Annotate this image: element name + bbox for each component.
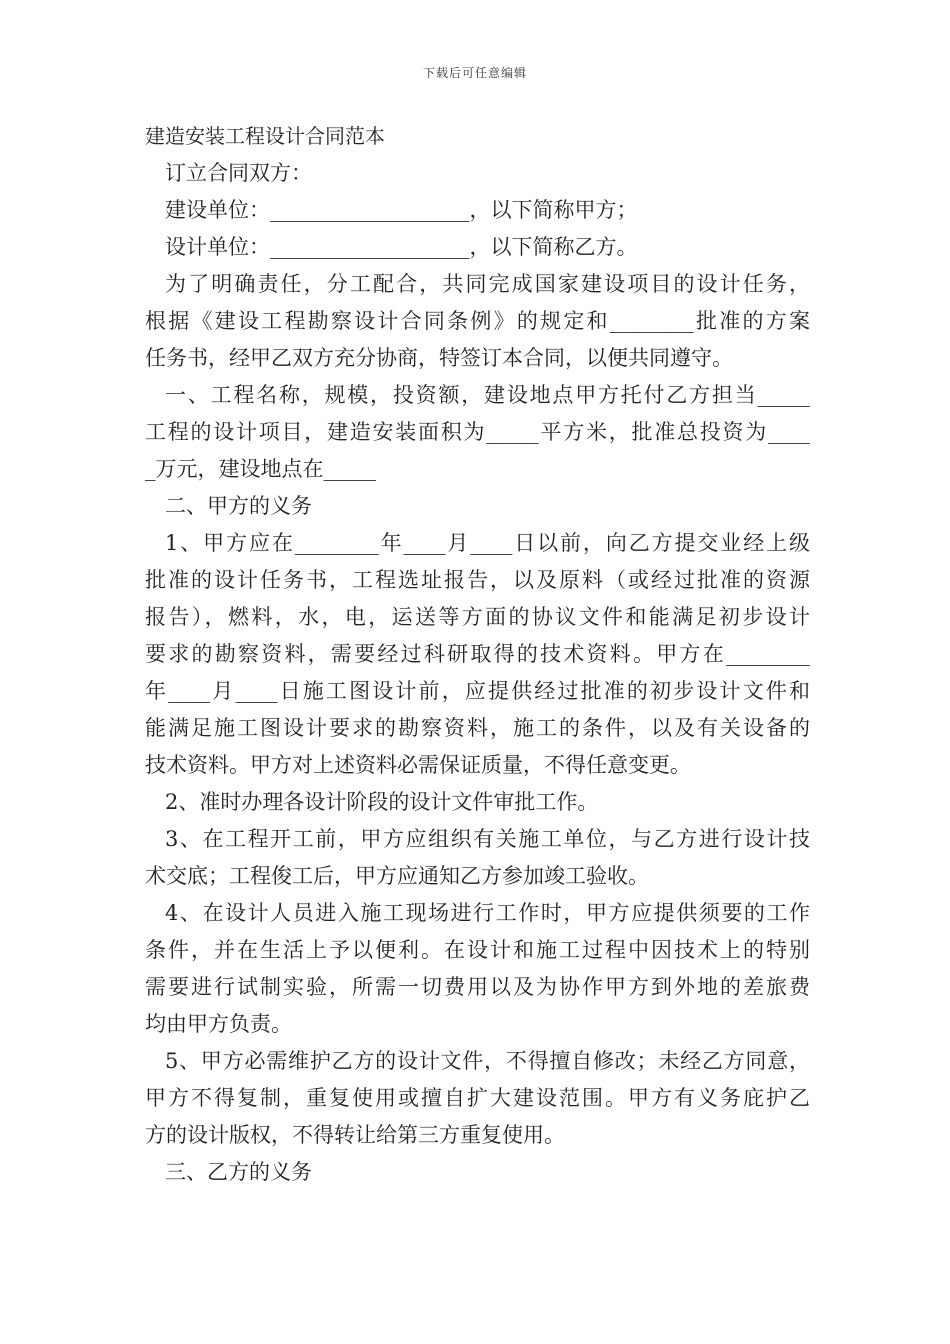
contract-document xyxy=(145,118,810,1191)
paragraph-line: 根据《建设工程勘察设计合同条例》的规定和________批准的方案 xyxy=(145,309,810,333)
paragraph-line: 甲方不得复制，重复使用或擅自扩大建设范围。甲方有义务庇护乙 xyxy=(145,1086,810,1110)
paragraph-line: 任务书，经甲乙双方充分协商，特签订本合同，以便共同遵守。 xyxy=(145,346,733,370)
section-2-heading: 二、甲方的义务 xyxy=(165,494,312,518)
section-1-paragraph xyxy=(145,377,810,488)
parties-intro: 订立合同双方： xyxy=(165,161,312,185)
paragraph-line: 术交底；工程俊工后，甲方应通知乙方参加竣工验收。 xyxy=(145,864,649,888)
paragraph-line: 5、甲方必需维护乙方的设计文件，不得擅自修改；未经乙方同意， xyxy=(165,1049,810,1073)
paragraph-line: 条件，并在生活上予以便利。在设计和施工过程中因技术上的特别 xyxy=(145,938,810,962)
party-a-line: 建设单位：___________________，以下简称甲方； xyxy=(165,198,638,222)
paragraph-line: 方的设计版权，不得转让给第三方重复使用。 xyxy=(145,1123,565,1147)
page-header-note: 下载后可任意编辑 xyxy=(422,66,527,80)
clause-2-paragraph xyxy=(145,784,810,821)
paragraph-line: 4、在设计人员进入施工现场进行工作时，甲方应提供须要的工作 xyxy=(165,901,810,925)
paragraph-line: 2、准时办理各设计阶段的设计文件审批工作。 xyxy=(165,790,599,814)
paragraph-line: 1、甲方应在________年____月____日以前，向乙方提交业经上级 xyxy=(165,531,810,555)
clause-3-paragraph xyxy=(145,821,810,895)
clause-5-paragraph xyxy=(145,1043,810,1154)
preamble-paragraph xyxy=(145,266,810,377)
paragraph-line: 技术资料。甲方对上述资料必需保证质量，不得任意变更。 xyxy=(145,753,691,777)
party-b-line: 设计单位：___________________，以下简称乙方。 xyxy=(165,235,638,259)
paragraph-line: 年____月____日施工图设计前，应提供经过批准的初步设计文件和 xyxy=(145,679,810,703)
paragraph-line: 为了明确责任，分工配合，共同完成国家建设项目的设计任务， xyxy=(165,272,810,296)
paragraph-line: 要求的勘察资料，需要经过科研取得的技术资料。甲方在________ xyxy=(145,642,810,666)
paragraph-line: 能满足施工图设计要求的勘察资料，施工的条件，以及有关设备的 xyxy=(145,716,810,740)
paragraph-line: _万元，建设地点在_____ xyxy=(145,457,376,481)
paragraph-line: 工程的设计项目，建造安装面积为_____平方米，批准总投资为____ xyxy=(145,420,810,444)
paragraph-line: 批准的设计任务书，工程选址报告，以及原料（或经过批准的资源 xyxy=(145,568,810,592)
document-title: 建造安装工程设计合同范本 xyxy=(145,124,385,148)
paragraph-line: 3、在工程开工前，甲方应组织有关施工单位，与乙方进行设计技 xyxy=(165,827,810,851)
clause-4-paragraph xyxy=(145,895,810,1043)
clause-1-paragraph xyxy=(145,525,810,784)
paragraph-line: 报告），燃料，水，电，运送等方面的协议文件和能满足初步设计 xyxy=(145,605,810,629)
paragraph-line: 一、工程名称，规模，投资额，建设地点甲方托付乙方担当_____ xyxy=(165,383,810,407)
paragraph-line: 需要进行试制实验，所需一切费用以及为协作甲方到外地的差旅费 xyxy=(145,975,810,999)
section-3-heading: 三、乙方的义务 xyxy=(165,1160,312,1184)
paragraph-line: 均由甲方负责。 xyxy=(145,1012,292,1036)
